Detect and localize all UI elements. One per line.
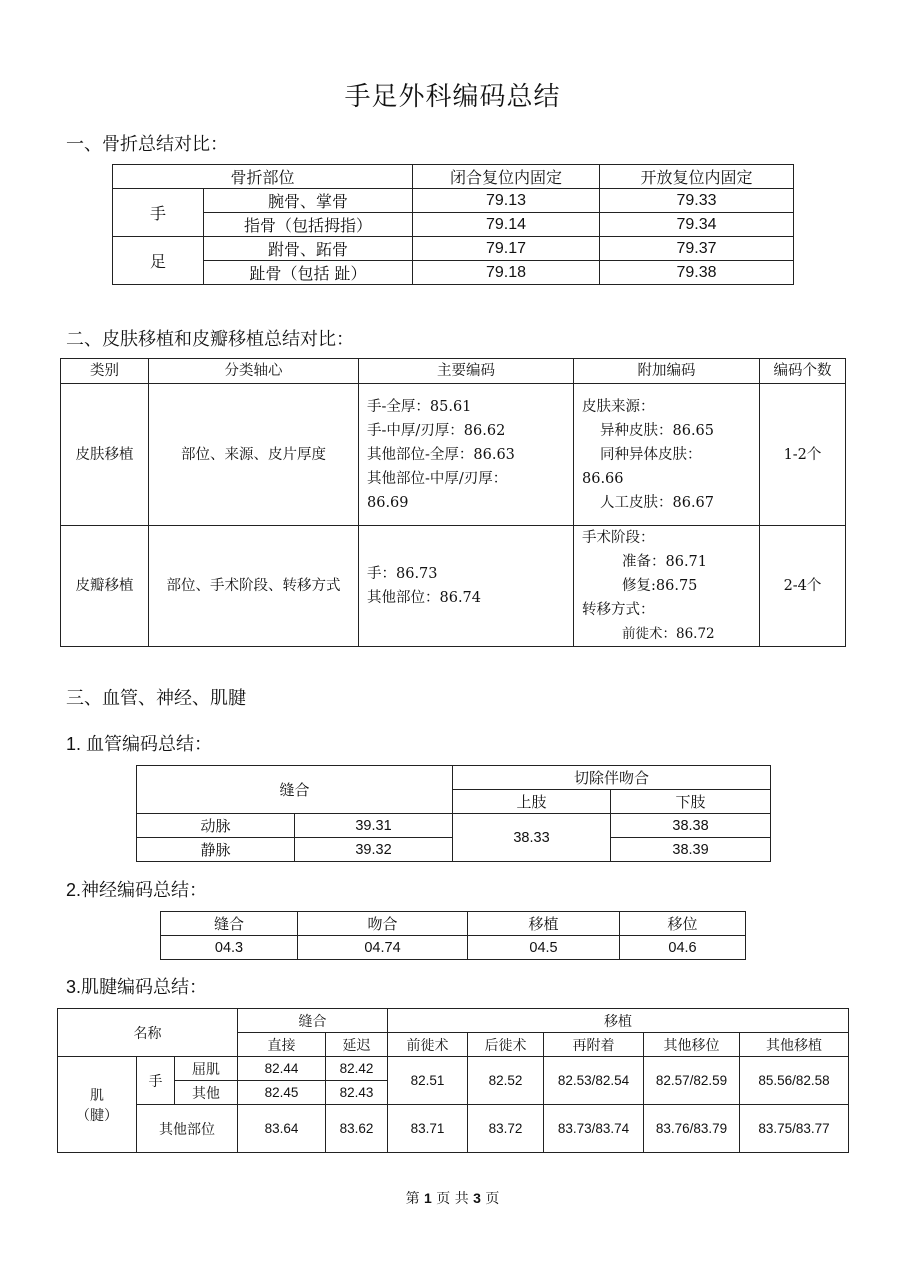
closed-code: 79.13 — [413, 189, 600, 213]
tendon-code: 83.72 — [468, 1105, 544, 1153]
open-code: 79.33 — [600, 189, 794, 213]
extra-code-line: 修复:86.75 — [622, 578, 698, 594]
group-muscle-tendon — [58, 1057, 137, 1153]
header-category: 类别 — [61, 359, 149, 384]
header-recession: 后徙术 — [468, 1033, 544, 1057]
header-direct: 直接 — [238, 1033, 326, 1057]
main-code-line: 其他部位-全厚：86.63 — [367, 446, 515, 463]
suture-code: 39.31 — [295, 814, 453, 838]
vessel-heading: 1. 血管编码总结： — [66, 734, 213, 754]
main-code-line: 手：86.73 — [367, 566, 438, 582]
group-label: 肌 — [90, 1087, 104, 1104]
group-hand: 手 — [137, 1057, 175, 1105]
tendon-code: 82.52 — [468, 1057, 544, 1105]
tendon-code: 83.76/83.79 — [644, 1105, 740, 1153]
footer-page-number: 1 — [424, 1190, 432, 1206]
skin-graft-table — [60, 358, 846, 647]
header-upper-limb: 上肢 — [453, 790, 611, 814]
header-fracture-site: 骨折部位 — [113, 165, 413, 189]
group-label: （腱） — [76, 1107, 118, 1124]
header-graft: 移植 — [468, 912, 620, 936]
footer-total-pages: 3 — [473, 1190, 481, 1206]
tendon-code: 82.53/82.54 — [544, 1057, 644, 1105]
footer-suffix: 页 — [485, 1191, 500, 1207]
main-code-line: 86.69 — [367, 494, 409, 511]
main-code-line: 手-中厚/刃厚：86.62 — [367, 422, 506, 439]
tendon-code: 82.43 — [326, 1081, 388, 1105]
closed-code: 79.17 — [413, 237, 600, 261]
footer-prefix: 第 — [405, 1191, 420, 1207]
section3-heading: 三、血管、神经、肌腱 — [66, 688, 246, 709]
header-suture: 缝合 — [161, 912, 298, 936]
row-other: 其他 — [175, 1081, 238, 1105]
page-footer — [0, 1188, 905, 1208]
header-other-graft: 其他移植 — [740, 1033, 849, 1057]
extra-code-line: 转移方式： — [582, 602, 655, 618]
nerve-code: 04.6 — [620, 936, 746, 960]
open-code: 79.34 — [600, 213, 794, 237]
header-transplant: 移植 — [388, 1009, 849, 1033]
extra-code-line: 准备：86.71 — [622, 554, 708, 570]
header-axis: 分类轴心 — [149, 359, 359, 384]
section2-heading: 二、皮肤移植和皮瓣移植总结对比： — [66, 329, 354, 350]
section1-heading: 一、骨折总结对比： — [66, 134, 228, 155]
tendon-code: 83.73/83.74 — [544, 1105, 644, 1153]
site-cell: 趾骨（包括 趾） — [204, 261, 413, 285]
count-cell: 1-2个 — [760, 384, 846, 526]
tendon-code: 82.42 — [326, 1057, 388, 1081]
open-code: 79.37 — [600, 237, 794, 261]
row-artery: 动脉 — [137, 814, 295, 838]
tendon-heading: 3.肌腱编码总结： — [66, 977, 208, 997]
axis-cell: 部位、手术阶段、转移方式 — [149, 526, 359, 647]
nerve-code: 04.3 — [161, 936, 298, 960]
tendon-code: 82.45 — [238, 1081, 326, 1105]
tendon-code: 83.64 — [238, 1105, 326, 1153]
header-open: 开放复位内固定 — [600, 165, 794, 189]
header-lower-limb: 下肢 — [611, 790, 771, 814]
site-cell: 指骨（包括拇指） — [204, 213, 413, 237]
open-code: 79.38 — [600, 261, 794, 285]
footer-mid: 页 共 — [436, 1191, 469, 1207]
row-other-site: 其他部位 — [137, 1105, 238, 1153]
extra-code-line: 皮肤来源： — [582, 398, 655, 415]
tendon-code: 82.51 — [388, 1057, 468, 1105]
row-flexor: 屈肌 — [175, 1057, 238, 1081]
header-suture: 缝合 — [137, 766, 453, 814]
extra-code-line: 人工皮肤：86.67 — [600, 494, 715, 511]
nerve-table — [160, 911, 746, 960]
header-transposition: 移位 — [620, 912, 746, 936]
closed-code: 79.14 — [413, 213, 600, 237]
closed-code: 79.18 — [413, 261, 600, 285]
main-code-line: 其他部位-中厚/刃厚： — [367, 470, 508, 487]
header-main-code: 主要编码 — [359, 359, 574, 384]
header-anastomosis: 吻合 — [298, 912, 468, 936]
header-suture: 缝合 — [238, 1009, 388, 1033]
axis-cell: 部位、来源、皮片厚度 — [149, 384, 359, 526]
header-closed: 闭合复位内固定 — [413, 165, 600, 189]
tendon-code: 82.57/82.59 — [644, 1057, 740, 1105]
row-vein: 静脉 — [137, 838, 295, 862]
extra-code-line: 异种皮肤：86.65 — [600, 422, 715, 439]
header-reattachment: 再附着 — [544, 1033, 644, 1057]
extra-code-cell — [574, 526, 760, 647]
fracture-table — [112, 164, 794, 285]
extra-code-line: 同种异体皮肤： — [600, 446, 702, 463]
nerve-code: 04.5 — [468, 936, 620, 960]
nerve-heading: 2.神经编码总结： — [66, 880, 208, 900]
main-code-line: 手-全厚：85.61 — [367, 398, 472, 415]
category-flap-graft: 皮瓣移植 — [61, 526, 149, 647]
group-foot: 足 — [113, 237, 204, 285]
main-code-line: 其他部位：86.74 — [367, 590, 482, 606]
tendon-code: 85.56/82.58 — [740, 1057, 849, 1105]
header-name: 名称 — [58, 1009, 238, 1057]
extra-code-line: 手术阶段： — [582, 530, 655, 546]
vessel-table — [136, 765, 771, 862]
main-code-cell — [359, 526, 574, 647]
header-resection: 切除伴吻合 — [453, 766, 771, 790]
tendon-code: 83.62 — [326, 1105, 388, 1153]
category-skin-graft: 皮肤移植 — [61, 384, 149, 526]
main-code-cell — [359, 384, 574, 526]
tendon-code: 82.44 — [238, 1057, 326, 1081]
lower-limb-code: 38.38 — [611, 814, 771, 838]
header-other-transposition: 其他移位 — [644, 1033, 740, 1057]
group-hand: 手 — [113, 189, 204, 237]
lower-limb-code: 38.39 — [611, 838, 771, 862]
header-extra-code: 附加编码 — [574, 359, 760, 384]
site-cell: 腕骨、掌骨 — [204, 189, 413, 213]
extra-code-line: 86.66 — [582, 470, 624, 487]
count-cell: 2-4个 — [760, 526, 846, 647]
extra-code-line: 前徙术：86.72 — [622, 626, 715, 642]
header-advancement: 前徙术 — [388, 1033, 468, 1057]
header-delayed: 延迟 — [326, 1033, 388, 1057]
tendon-table — [57, 1008, 849, 1153]
site-cell: 跗骨、跖骨 — [204, 237, 413, 261]
tendon-code: 83.75/83.77 — [740, 1105, 849, 1153]
tendon-code: 83.71 — [388, 1105, 468, 1153]
header-count: 编码个数 — [760, 359, 846, 384]
nerve-code: 04.74 — [298, 936, 468, 960]
suture-code: 39.32 — [295, 838, 453, 862]
extra-code-cell — [574, 384, 760, 526]
page-title: 手足外科编码总结 — [344, 82, 561, 112]
upper-limb-code: 38.33 — [453, 814, 611, 862]
